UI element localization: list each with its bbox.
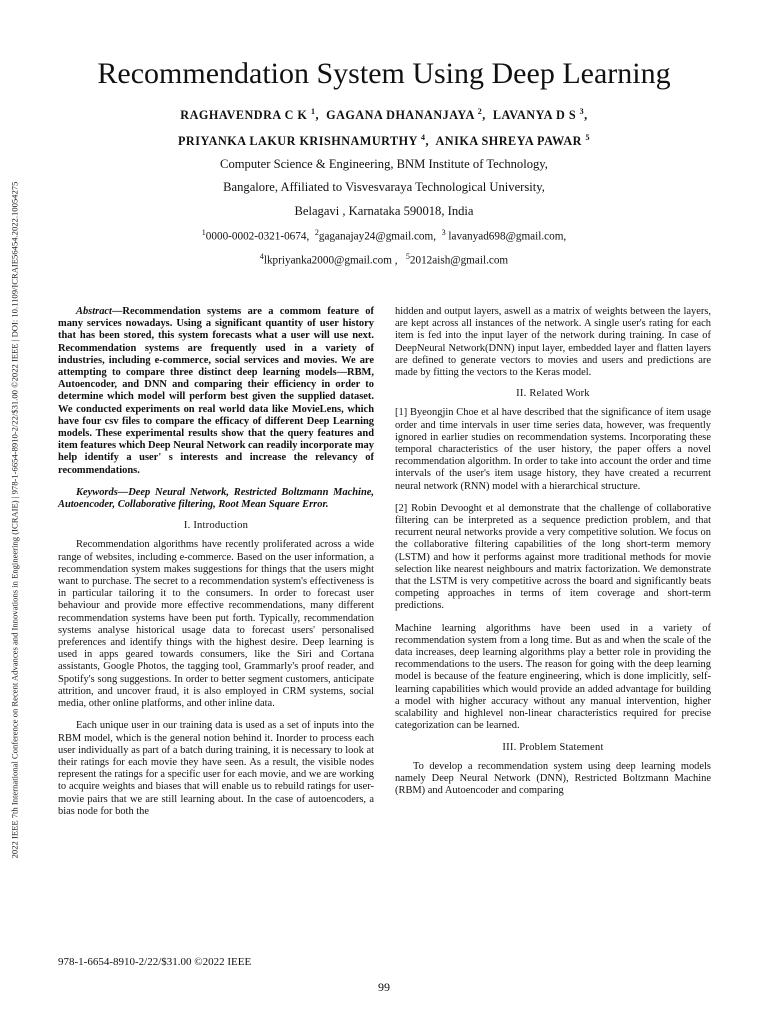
- email-2[interactable]: gaganajay24@gmail.com,: [318, 230, 437, 243]
- section-heading-problem-statement: III. Problem Statement: [502, 741, 604, 753]
- author-2: GAGANA DHANANJAYA $^2$: [326, 107, 483, 123]
- affiliation-line-2: Bangalore, Affiliated to Visvesvaraya Technological University,: [223, 180, 545, 194]
- author-5: ANIKA SHREYA PAWAR $^5$: [435, 133, 591, 149]
- email-3[interactable]: lavanyad698@gmail.com,: [448, 230, 567, 243]
- copyright-footer: 978-1-6654-8910-2/22/$31.00 ©2022 IEEE: [58, 956, 252, 968]
- doi-sidebar: [7, 130, 21, 910]
- section-heading-related-work: II. Related Work: [516, 388, 590, 400]
- related-paragraph-3: Machine learning algorithms have been used in a variety of recommendation system from a long time. But as and when the scale of the data increases, deep learning algorithms play a better role in providing the recommendations to the users. The reason for going with the deep learning model is because of the feature engineering, which is done implicitly, self-learning capabilities which would provide an added advantage for building a model with higher accuracy without any manual intervention, higher scalability and highlevel non-linear characteristics required for precise categorization can be learned.: [395, 622, 711, 732]
- authors-line-2: PRIYANKA LAKUR KRISHNAMURTHY $^4$, ANIKA SHREYA PAWAR $^5$: [177, 133, 591, 149]
- contact-line-1: $^1$0000-0002-0321-0674, $^2$gaganajay24@gmail.com, $^3$ lavanyad698@gmail.com,: [201, 228, 567, 243]
- author-1: RAGHAVENDRA C K $^1$: [180, 107, 316, 123]
- right-top-paragraph: hidden and output layers, aswell as a matrix of weights between the layers, are kept across all instances of the network. A single user's rating for each item is fed into the input layer of the network during training. In case of DeepNeural Network(DNN) input layer, embedded layer and flatten layers are defined to generate vectors to movies and users and predictions are made by fitting the vectors to the Keras model.: [395, 306, 711, 379]
- left-column: [58, 306, 374, 818]
- intro-paragraph-2: Each unique user in our training data is used as a set of inputs into the RBM model, which is the general notion behind it. Inorder to process each user individually as part of a batch during training, it is necessary to look at their ratings for each movie they have seen. As a result, the visible nodes represent the ratings for a specific user for each movie, and we are working to acquire weights and biases that will enable us to rebuild ratings for user-movie pairs that we are still learning about. In the case of autoencoders, a bias node for both the: [58, 720, 374, 817]
- author-4: PRIYANKA LAKUR KRISHNAMURTHY $^4$: [177, 133, 426, 149]
- section-heading-introduction: I. Introduction: [183, 520, 249, 532]
- affiliation-line-3: Belagavi , Karnataka 590018, India: [294, 204, 474, 218]
- right-column: [395, 306, 711, 797]
- abstract: Abstract—Recommendation systems are a commom feature of many services nowadays. Using a significant quantity of user history that has been stored, this system forecasts what a user will use next. Recommendation systems are frequently used in a variety of industries, including e-commerce, social services and movies. We are attempting to compare three distinct deep learning models—RBM, Autoencoder, and DNN and comparing their efficiency in order to determine which model will perform best given the supplied dataset. We conducted experiments on real world data like MovieLens, which have four csv files to compare the efficacy of different Deep Learning models. These experimental results show that the query features and item features which Deep Neural Network can readily incorporate may help identify a user' s interests and increase the relevancy of recommendations.: [58, 306, 374, 476]
- page-number: 99: [378, 980, 390, 994]
- orcid: 0000-0002-0321-0674,: [205, 230, 310, 243]
- related-paragraph-1: [1] Byeongjin Choe et al have described that the significance of item usage order and time intervals in user time series data, however, was frequently ignored in earlier studies on recommendation systems. Incorporating these temporal characteristics of the user history, the paper offers a novel recommendation algorithm. In order to take into account the order and time intervals of the user's item usage history, they have created a recurrent neural network (RNN) model with a hierarchical structure.: [395, 407, 711, 492]
- intro-paragraph-1: Recommendation algorithms have recently proliferated across a wide range of websites, including e-commerce. Based on the user information, a recommendation system makes suggestions for things that the users might want to purchase. The secret to a recommendation system's effectiveness is in particular tailoring it to the consumers. In order to forecast user behaviour and provide more effective recommendations, many different recommendation systems have been put forth. Typically, recommendation systems analyse historical usage data to forecast users' personalised preferences and identify things with the highest desire. Deep learning is used in apps geared towards consumers, like the Siri and Cortana assistants, Google Photos, the tagging tool, Grammarly's proof reader, and Spotify's song suggestions. In order to better segment customers, anticipate attrition, and uncover fraud, it is also employed in CRM systems, social media, other online platforms, and other inline data.: [58, 539, 374, 710]
- author-3: LAVANYA D S $^3$: [492, 107, 585, 123]
- contact-line-2: $^4$lkpriyanka2000@gmail.com , $^5$2012aish@gmail.com: [259, 252, 509, 267]
- authors-line-1: RAGHAVENDRA C K $^1$, GAGANA DHANANJAYA $^2$, LAVANYA D S $^3$,: [180, 107, 588, 123]
- keywords: Keywords—Deep Neural Network, Restricted Boltzmann Machine, Autoencoder, Collaborative filtering, Root Mean Square Error.: [58, 486, 374, 511]
- email-4[interactable]: lkpriyanka2000@gmail.com ,: [263, 254, 398, 267]
- email-5[interactable]: 2012aish@gmail.com: [409, 254, 509, 267]
- affiliation-line-1: Computer Science & Engineering, BNM Institute of Technology,: [220, 157, 548, 171]
- paper-title: Recommendation System Using Deep Learning: [97, 57, 671, 90]
- related-paragraph-2: [2] Robin Devooght et al demonstrate that the challenge of collaborative filtering can be interpreted as a sequence prediction problem, and that recurrent neural networks provide a very competitive solution. We focus on the collaborative filtering capabilities of the long short-term memory (LSTM) and how it performs against more traditional methods for movie selection like nearest neighbours and matrix factorization. We demonstrate that the LSTM is very competitive across the board and significantly beats competing approaches in terms of item coverage and short-term predictions.: [395, 502, 711, 612]
- sidebar-text: 2022 IEEE 7th International Conference on Recent Advances and Innovations in Engineering (ICRAIE) | 978-1-6654-8910-2/22/$31.00 ©2022 IEEE | DOI: 10.1109/ICRAIE56454.2022.10054275: [9, 181, 20, 859]
- problem-paragraph: To develop a recommendation system using deep learning models namely Deep Neural Network (DNN), Restricted Boltzmann Machine (RBM) and Autoencoder and comparing: [395, 760, 711, 797]
